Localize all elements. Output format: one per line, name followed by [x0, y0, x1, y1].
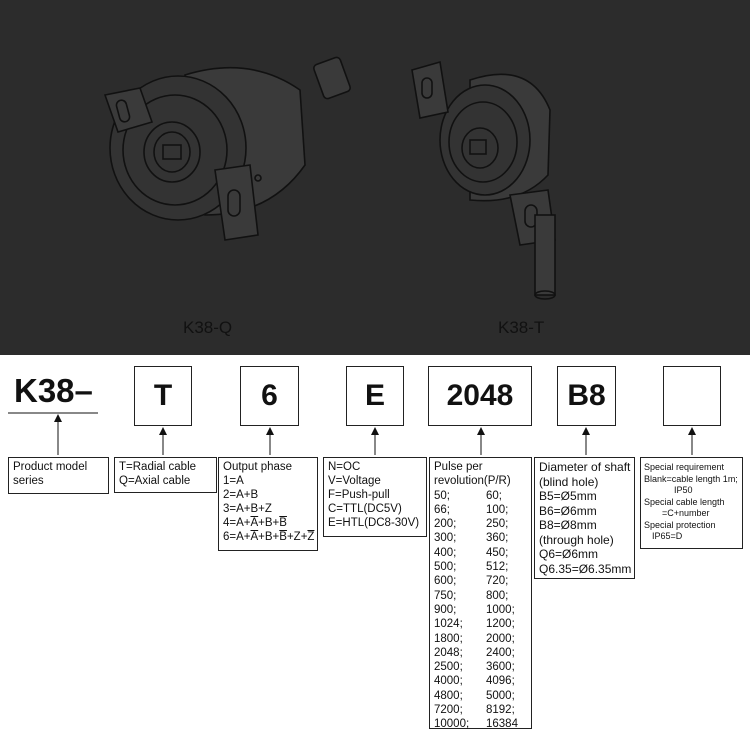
desc-shaft-line: B8=Ø8mm	[539, 518, 597, 532]
desc-special-line: Special requirement	[644, 462, 725, 472]
pulse-value: 10000;	[434, 718, 470, 731]
pulse-row	[434, 646, 527, 660]
desc-phase-line-4: $4=A+\overline{A}+B+\overline{B}$	[223, 517, 287, 529]
pulse-value: 60;	[486, 489, 502, 502]
desc-phase-line: 3=A+B+Z	[223, 503, 272, 515]
desc-cable-line: T=Radial cable	[119, 461, 197, 473]
code-box-special	[663, 366, 721, 426]
desc-shaft-line: (through hole)	[539, 532, 614, 547]
code-box-phase: 6	[240, 366, 299, 426]
desc-phase-title: Output phase	[223, 461, 293, 473]
pulse-value-list	[434, 489, 527, 732]
pulse-row	[434, 632, 527, 646]
desc-shaft-line: B6=Ø6mm	[539, 503, 597, 518]
desc-pulse	[429, 457, 532, 729]
pulse-value: 1000;	[486, 603, 515, 616]
caption-k38q: K38-Q	[183, 318, 233, 337]
pulse-value: 3600;	[486, 661, 515, 674]
pulse-row	[434, 674, 527, 688]
desc-output-line: E=HTL(DC8-30V)	[328, 517, 420, 529]
desc-output-line: N=OC	[328, 461, 361, 473]
pulse-row	[434, 603, 527, 617]
pulse-row	[434, 689, 527, 703]
desc-special-line: Special protection	[644, 519, 716, 530]
desc-shaft-line: (blind hole)	[539, 474, 599, 489]
pulse-value: 4096;	[486, 675, 515, 688]
pulse-row	[434, 546, 527, 560]
desc-shaft-line: B5=Ø5mm	[539, 489, 597, 503]
pulse-value: 250;	[486, 518, 509, 531]
pulse-value: 720;	[486, 575, 509, 588]
desc-shaft	[534, 457, 635, 579]
pulse-value: 4800;	[434, 689, 463, 702]
pulse-row	[434, 717, 527, 731]
pulse-row	[434, 574, 527, 588]
desc-phase-line-6: $6=A+\overline{A}+B+\overline{B}+Z+\overline{Z}$	[223, 531, 315, 543]
pulse-row	[434, 589, 527, 603]
code-box-shaft: B8	[557, 366, 616, 426]
desc-special-line: IP65=D	[652, 531, 683, 541]
pulse-value: 360;	[486, 532, 509, 545]
desc-shaft-line: Diameter of shaft	[539, 460, 631, 474]
pulse-value: 400;	[434, 546, 457, 559]
pulse-value: 7200;	[434, 704, 463, 717]
pulse-value: 4000;	[434, 675, 463, 688]
pulse-value: 16384	[486, 718, 518, 731]
desc-pulse-title: revolution(P/R)	[434, 475, 511, 488]
pulse-value: 600;	[434, 575, 457, 588]
desc-special-line: IP50	[674, 485, 693, 495]
pulse-value: 100;	[486, 503, 509, 516]
pulse-value: 512;	[486, 561, 509, 574]
desc-shaft-line: Q6=Ø6mm	[539, 547, 599, 561]
pulse-value: 66;	[434, 503, 450, 516]
pulse-value: 2000;	[486, 632, 515, 645]
desc-phase	[218, 457, 318, 551]
pulse-value: 1200;	[486, 618, 515, 631]
desc-phase-line: 1=A	[223, 475, 244, 487]
desc-output-line: V=Voltage	[328, 475, 381, 487]
desc-output	[323, 457, 427, 537]
pulse-value: 450;	[486, 546, 509, 559]
pulse-row	[434, 703, 527, 717]
desc-output-line: C=TTL(DC5V)	[328, 503, 402, 515]
pulse-value: 5000;	[486, 689, 515, 702]
desc-special	[640, 457, 743, 549]
pulse-value: 2400;	[486, 646, 515, 659]
pulse-value: 800;	[486, 589, 509, 602]
pulse-value: 750;	[434, 589, 457, 602]
pulse-row	[434, 531, 527, 545]
pulse-value: 2500;	[434, 661, 463, 674]
pulse-row	[434, 617, 527, 631]
pulse-row	[434, 517, 527, 531]
pulse-row	[434, 560, 527, 574]
caption-k38t: K38-T	[498, 318, 545, 337]
pulse-value: 8192;	[486, 704, 515, 717]
code-box-cable: T	[134, 366, 192, 426]
pulse-value: 50;	[434, 489, 450, 502]
desc-series	[8, 457, 109, 494]
desc-cable-line: Q=Axial cable	[119, 475, 191, 487]
desc-series-line: Product model	[13, 461, 88, 473]
pulse-value: 1024;	[434, 618, 463, 631]
desc-phase-line: 2=A+B	[223, 489, 259, 501]
pulse-value: 1800;	[434, 632, 463, 645]
pulse-value: 200;	[434, 518, 457, 531]
pulse-row	[434, 660, 527, 674]
pulse-value: 300;	[434, 532, 457, 545]
desc-output-line: F=Push-pull	[328, 489, 390, 501]
pulse-value: 2048;	[434, 646, 463, 659]
code-box-output: E	[346, 366, 404, 426]
pulse-row	[434, 503, 527, 517]
desc-cable	[114, 457, 217, 493]
desc-series-line: series	[13, 475, 44, 487]
desc-shaft-line: Q6.35=Ø6.35mm	[539, 561, 632, 576]
pulse-value: 900;	[434, 603, 457, 616]
desc-pulse-title: Pulse per	[434, 461, 483, 473]
pulse-value: 500;	[434, 561, 457, 574]
desc-special-line: Blank=cable length 1m;	[644, 473, 738, 484]
code-box-pulse: 2048	[428, 366, 532, 426]
desc-special-line: Special cable length	[644, 496, 725, 507]
desc-special-line: =C+number	[662, 508, 710, 518]
pulse-row	[434, 489, 527, 503]
model-prefix: K38–	[14, 372, 93, 409]
